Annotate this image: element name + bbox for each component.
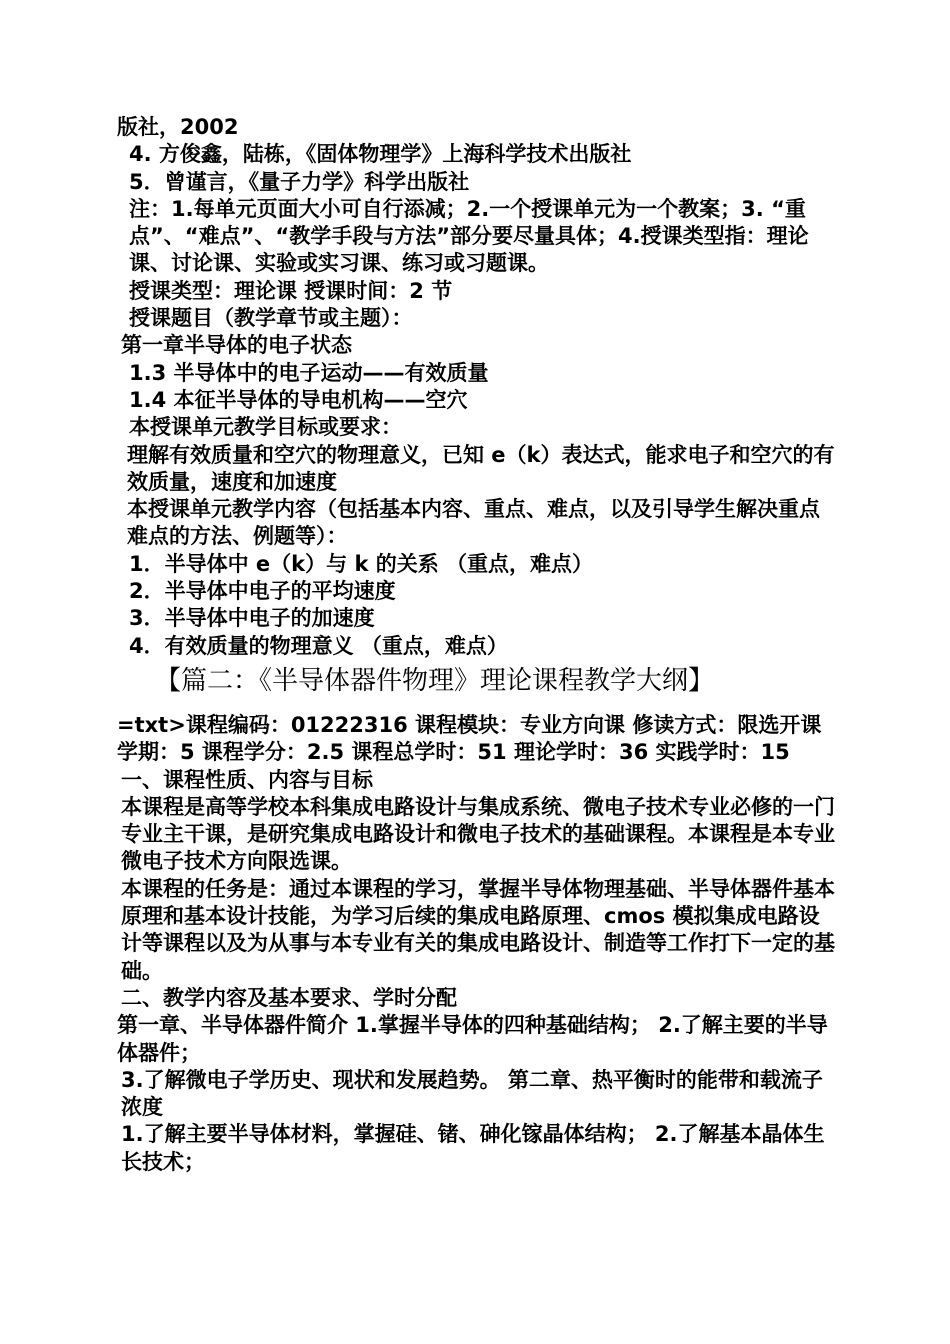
section-title: 一、课程性质、内容与目标: [121, 767, 373, 792]
course-nature-paragraph: 本课程是高等学校本科集成电路设计与集成系统、微电子技术专业必修的一门专业主干课，是研究集成电路设计和微电子技术的基础课程。本课程是本专业微电子技术方向限选课。: [121, 794, 835, 874]
chapter-paragraph: 3.了解微电子学历史、现状和发展趋势。 第二章、热平衡时的能带和载流子浓度: [121, 1067, 823, 1120]
chapter-paragraph: 1.了解主要半导体材料，掌握硅、锗、砷化镓晶体结构； 2.了解基本晶体生长技术；: [121, 1122, 825, 1174]
content-item: 1．半导体中 e（k）与 k 的关系 （重点，难点）: [129, 551, 594, 576]
section-item: 1.4 本征半导体的导电机构——空穴: [129, 387, 468, 412]
reference-item: 4. 方俊鑫，陆栋，《固体物理学》上海科学技术出版社: [129, 142, 632, 167]
objectives-label: 本授课单元教学目标或要求：: [129, 415, 402, 440]
content-item: 4．有效质量的物理意义 （重点，难点）: [129, 633, 508, 658]
objectives-paragraph: 理解有效质量和空穴的物理意义，已知 e（k）表达式，能求电子和空穴的有效质量，速度和加速度: [127, 442, 835, 494]
section-item: 1.3 半导体中的电子运动——有效质量: [129, 360, 489, 385]
chapter-title: 第一章半导体的电子状态: [121, 333, 352, 358]
content-label: 本授课单元教学内容（包括基本内容、重点、难点，以及引导学生解决重点难点的方法、例题等）：: [127, 497, 820, 549]
content-item: 3．半导体中电子的加速度: [129, 606, 375, 631]
reference-item: 5．曾谨言，《量子力学》科学出版社: [129, 169, 470, 194]
lecture-topic-label: 授课题目（教学章节或主题）：: [129, 306, 413, 331]
content-item: 2．半导体中电子的平均速度: [129, 579, 396, 604]
course-task-paragraph: 本课程的任务是：通过本课程的学习，掌握半导体物理基础、半导体器件基本原理和基本设计技能，为学习后续的集成电路原理、cmos 模拟集成电路设计等课程以及为从事与本专业有关的集成电路设计、制造等工作打下一定的基础。: [121, 876, 835, 983]
document-page: [117, 114, 837, 1176]
lecture-type-line: 授课类型：理论课 授课时间：2 节: [129, 278, 453, 303]
note-paragraph: 注：1.每单元页面大小可自行添减；2.一个授课单元为一个教案；3. “重点”、“难点”、“教学手段与方法”部分要尽量具体；4.授课类型指：理论课、讨论课、实验或实习课、练习或习题课。: [129, 196, 809, 276]
course-info-paragraph: =txt>课程编码：01222316 课程模块：专业方向课 修读方式：限选开课学期：5 课程学分：2.5 课程总学时：51 理论学时：36 实践学时：15: [117, 712, 822, 765]
section-title: 二、教学内容及基本要求、学时分配: [121, 985, 457, 1010]
section-heading: 【篇二：《半导体器件物理》理论课程教学大纲】: [155, 665, 715, 696]
chapter-paragraph: 第一章、半导体器件简介 1.掌握半导体的四种基础结构； 2.了解主要的半导体器件；: [117, 1013, 828, 1065]
text-line: 版社，2002: [117, 115, 239, 139]
